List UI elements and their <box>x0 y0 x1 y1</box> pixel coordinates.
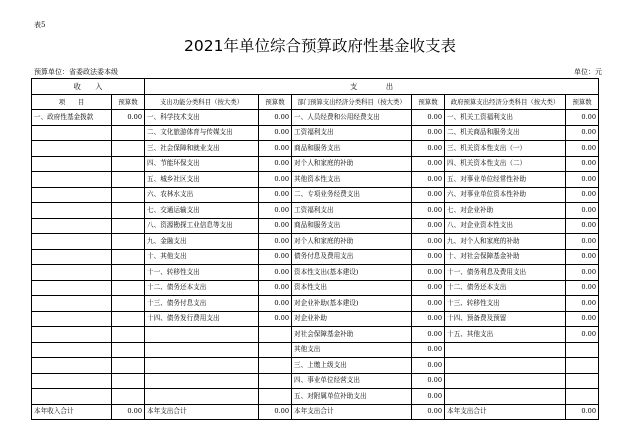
dept-class-amount: 0.00 <box>412 187 445 203</box>
func-total-value: 0.00 <box>259 404 292 420</box>
func-class-item: 十三、债务付息支出 <box>145 296 259 312</box>
income-item <box>32 327 112 343</box>
func-class-item: 五、城乡社区支出 <box>145 172 259 188</box>
income-amount <box>112 265 145 281</box>
income-amount <box>112 358 145 374</box>
dept-class-amount: 0.00 <box>412 389 445 405</box>
func-class-amount: 0.00 <box>259 265 292 281</box>
dept-class-item: 债务付息及费用支出 <box>292 249 412 265</box>
income-amount <box>112 234 145 250</box>
func-class-item: 十二、债务还本支出 <box>145 280 259 296</box>
dept-class-amount: 0.00 <box>412 203 445 219</box>
func-class-amount: 0.00 <box>259 156 292 172</box>
func-class-item: 七、交通运输支出 <box>145 203 259 219</box>
dept-class-item: 二、专项业务经费支出 <box>292 187 412 203</box>
gov-class-amount: 0.00 <box>566 234 599 250</box>
gov-class-item <box>445 389 566 405</box>
dept-class-amount: 0.00 <box>412 249 445 265</box>
income-amount <box>112 125 145 141</box>
func-class-item: 六、农林水支出 <box>145 187 259 203</box>
table-row <box>32 141 599 157</box>
income-item <box>32 358 112 374</box>
income-item <box>32 141 112 157</box>
totals-row <box>32 404 599 420</box>
income-amount <box>112 327 145 343</box>
table-row <box>32 311 599 327</box>
gov-class-amount: 0.00 <box>566 156 599 172</box>
col-item-header: 项 目 <box>32 94 112 110</box>
table-row <box>32 265 599 281</box>
dept-total-value: 0.00 <box>412 404 445 420</box>
dept-class-amount: 0.00 <box>412 218 445 234</box>
income-item <box>32 296 112 312</box>
table-row <box>32 249 599 265</box>
income-item <box>32 311 112 327</box>
gov-class-item: 二、机关商品和服务支出 <box>445 125 566 141</box>
income-amount <box>112 203 145 219</box>
dept-class-item: 一、人员经费和公用经费支出 <box>292 110 412 126</box>
dept-total-label: 本年支出合计 <box>292 404 412 420</box>
dept-class-amount: 0.00 <box>412 110 445 126</box>
gov-class-amount: 0.00 <box>566 141 599 157</box>
func-class-amount <box>259 373 292 389</box>
income-item <box>32 249 112 265</box>
gov-class-item: 十三、转移性支出 <box>445 296 566 312</box>
gov-class-amount: 0.00 <box>566 110 599 126</box>
func-class-item: 一、科学技术支出 <box>145 110 259 126</box>
income-item <box>32 203 112 219</box>
table-body <box>32 110 599 405</box>
dept-class-amount: 0.00 <box>412 141 445 157</box>
income-item <box>32 218 112 234</box>
dept-class-amount: 0.00 <box>412 296 445 312</box>
income-amount <box>112 187 145 203</box>
gov-class-amount <box>566 358 599 374</box>
func-class-item <box>145 389 259 405</box>
gov-class-item: 十一、债务利息及费用支出 <box>445 265 566 281</box>
dept-class-item: 五、对附属单位补助支出 <box>292 389 412 405</box>
gov-class-item: 八、对企业资本性支出 <box>445 218 566 234</box>
table-row <box>32 187 599 203</box>
income-amount <box>112 156 145 172</box>
dept-class-amount: 0.00 <box>412 311 445 327</box>
income-amount <box>112 218 145 234</box>
gov-class-item: 一、机关工资福利支出 <box>445 110 566 126</box>
gov-class-amount: 0.00 <box>566 280 599 296</box>
income-amount <box>112 389 145 405</box>
gov-class-amount: 0.00 <box>566 187 599 203</box>
func-class-item: 四、节能环保支出 <box>145 156 259 172</box>
budget-unit-label: 预算单位：省委政法委本级 <box>34 68 118 76</box>
func-class-amount: 0.00 <box>259 249 292 265</box>
dept-class-amount: 0.00 <box>412 327 445 343</box>
income-item <box>32 265 112 281</box>
dept-class-item: 资本性支出(基本建设) <box>292 265 412 281</box>
gov-class-amount: 0.00 <box>566 327 599 343</box>
dept-class-item: 资本性支出 <box>292 280 412 296</box>
dept-class-item: 对企业补助(基本建设) <box>292 296 412 312</box>
income-item <box>32 389 112 405</box>
gov-class-amount <box>566 342 599 358</box>
table-row <box>32 125 599 141</box>
dept-class-amount: 0.00 <box>412 234 445 250</box>
func-class-item: 三、社会保障和就业支出 <box>145 141 259 157</box>
gov-class-amount <box>566 389 599 405</box>
col-amount-header: 预算数 <box>259 94 292 110</box>
gov-class-item <box>445 342 566 358</box>
gov-total-value: 0.00 <box>566 404 599 420</box>
income-amount <box>112 141 145 157</box>
table-row <box>32 218 599 234</box>
func-class-item: 二、文化旅游体育与传媒支出 <box>145 125 259 141</box>
func-class-amount: 0.00 <box>259 203 292 219</box>
gov-class-item: 四、机关资本性支出（二） <box>445 156 566 172</box>
dept-class-item: 对个人和家庭的补助 <box>292 234 412 250</box>
dept-class-amount: 0.00 <box>412 172 445 188</box>
dept-class-item: 对企业补助 <box>292 311 412 327</box>
col-func-class-header: 支出功能分类科目（按大类） <box>145 94 259 110</box>
income-total-value: 0.00 <box>112 404 145 420</box>
gov-class-amount: 0.00 <box>566 172 599 188</box>
income-amount <box>112 311 145 327</box>
col-amount-header: 预算数 <box>412 94 445 110</box>
func-class-item: 九、金融支出 <box>145 234 259 250</box>
income-item <box>32 156 112 172</box>
expense-header: 支 出 <box>145 79 599 95</box>
col-amount-header: 预算数 <box>566 94 599 110</box>
table-row <box>32 342 599 358</box>
gov-class-amount: 0.00 <box>566 265 599 281</box>
gov-class-amount: 0.00 <box>566 125 599 141</box>
table-row <box>32 110 599 126</box>
gov-class-item: 三、机关资本性支出（一） <box>445 141 566 157</box>
func-class-amount: 0.00 <box>259 172 292 188</box>
dept-class-item: 商品和服务支出 <box>292 218 412 234</box>
gov-class-item: 五、对事业单位经常性补助 <box>445 172 566 188</box>
table-row <box>32 203 599 219</box>
gov-class-item: 六、对事业单位资本性补助 <box>445 187 566 203</box>
income-item <box>32 373 112 389</box>
gov-class-amount <box>566 373 599 389</box>
func-class-item: 十、其他支出 <box>145 249 259 265</box>
dept-class-amount: 0.00 <box>412 373 445 389</box>
func-class-item: 八、资源勘探工业信息等支出 <box>145 218 259 234</box>
table-row <box>32 327 599 343</box>
gov-class-amount: 0.00 <box>566 311 599 327</box>
dept-class-amount: 0.00 <box>412 358 445 374</box>
currency-unit-label: 单位：元 <box>574 68 602 76</box>
func-class-amount: 0.00 <box>259 296 292 312</box>
income-item <box>32 187 112 203</box>
func-class-amount: 0.00 <box>259 280 292 296</box>
page-title: 2021年单位综合预算政府性基金收支表 <box>184 37 456 55</box>
col-amount-header: 预算数 <box>112 94 145 110</box>
table-row <box>32 373 599 389</box>
func-class-amount: 0.00 <box>259 218 292 234</box>
func-class-amount <box>259 342 292 358</box>
budget-table <box>31 78 599 420</box>
income-item: 一、政府性基金拨款 <box>32 110 112 126</box>
table-row <box>32 358 599 374</box>
dept-class-item: 四、事业单位经营支出 <box>292 373 412 389</box>
income-amount <box>112 296 145 312</box>
table-row <box>32 389 599 405</box>
table-row <box>32 296 599 312</box>
income-item <box>32 172 112 188</box>
func-class-amount: 0.00 <box>259 141 292 157</box>
gov-class-item: 七、对企业补助 <box>445 203 566 219</box>
income-amount <box>112 373 145 389</box>
gov-total-label: 本年支出合计 <box>445 404 566 420</box>
func-class-item <box>145 373 259 389</box>
func-class-item: 十四、债务发行费用支出 <box>145 311 259 327</box>
func-class-amount: 0.00 <box>259 187 292 203</box>
dept-class-item: 对社会保障基金补助 <box>292 327 412 343</box>
table-row <box>32 280 599 296</box>
gov-class-item: 十五、其他支出 <box>445 327 566 343</box>
income-amount: 0.00 <box>112 110 145 126</box>
func-class-amount: 0.00 <box>259 234 292 250</box>
func-class-amount: 0.00 <box>259 110 292 126</box>
dept-class-item: 其他资本性支出 <box>292 172 412 188</box>
func-class-amount <box>259 358 292 374</box>
gov-class-item: 九、对个人和家庭的补助 <box>445 234 566 250</box>
dept-class-item: 工资福利支出 <box>292 125 412 141</box>
income-item <box>32 280 112 296</box>
dept-class-amount: 0.00 <box>412 156 445 172</box>
func-class-item: 十一、转移性支出 <box>145 265 259 281</box>
income-item <box>32 234 112 250</box>
dept-class-item: 工资福利支出 <box>292 203 412 219</box>
dept-class-item: 商品和服务支出 <box>292 141 412 157</box>
income-item <box>32 342 112 358</box>
gov-class-amount: 0.00 <box>566 203 599 219</box>
col-gov-class-header: 政府预算支出经济分类科目（按大类） <box>445 94 566 110</box>
col-dept-class-header: 部门预算支出经济分类科目（按大类） <box>292 94 412 110</box>
income-amount <box>112 172 145 188</box>
gov-class-item <box>445 373 566 389</box>
gov-class-amount: 0.00 <box>566 249 599 265</box>
func-class-amount <box>259 327 292 343</box>
func-class-amount: 0.00 <box>259 125 292 141</box>
table-row <box>32 234 599 250</box>
table-row <box>32 156 599 172</box>
func-class-amount <box>259 389 292 405</box>
dept-class-amount: 0.00 <box>412 265 445 281</box>
gov-class-item <box>445 358 566 374</box>
income-item <box>32 125 112 141</box>
dept-class-amount: 0.00 <box>412 342 445 358</box>
gov-class-amount: 0.00 <box>566 296 599 312</box>
func-total-label: 本年支出合计 <box>145 404 259 420</box>
gov-class-amount: 0.00 <box>566 218 599 234</box>
income-header: 收 入 <box>32 79 145 95</box>
table-row <box>32 172 599 188</box>
income-amount <box>112 342 145 358</box>
func-class-item <box>145 327 259 343</box>
dept-class-amount: 0.00 <box>412 125 445 141</box>
table-number: 表5 <box>34 21 46 29</box>
dept-class-item: 其他支出 <box>292 342 412 358</box>
func-class-amount: 0.00 <box>259 311 292 327</box>
func-class-item <box>145 342 259 358</box>
gov-class-item: 十二、债务还本支出 <box>445 280 566 296</box>
dept-class-item: 对个人和家庭的补助 <box>292 156 412 172</box>
income-total-label: 本年收入合计 <box>32 404 112 420</box>
func-class-item <box>145 358 259 374</box>
dept-class-amount: 0.00 <box>412 280 445 296</box>
income-amount <box>112 249 145 265</box>
dept-class-item: 三、上缴上级支出 <box>292 358 412 374</box>
income-amount <box>112 280 145 296</box>
gov-class-item: 十四、预备费及预留 <box>445 311 566 327</box>
gov-class-item: 十、对社会保障基金补助 <box>445 249 566 265</box>
